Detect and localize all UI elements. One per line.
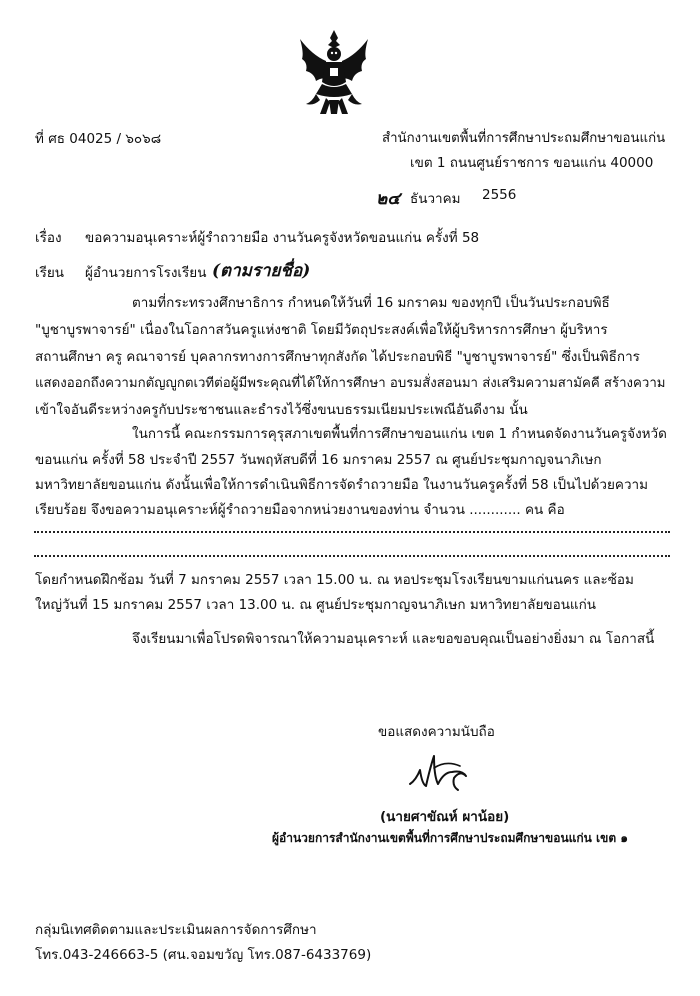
paragraph2-line: ขอนแก่น ครั้งที่ 58 ประจำปี 2557 วันพฤหัสบดีที่ 16 มกราคม 2557 ณ ศูนย์ประชุมกาญจนาภิเษก xyxy=(35,452,602,468)
date-year: 2556 xyxy=(482,187,517,203)
fill-in-dotted-line xyxy=(34,555,670,557)
subject-text: ขอความอนุเคราะห์ผู้รำถวายมือ งานวันครูจังหวัดขอนแก่น ครั้งที่ 58 xyxy=(85,230,480,246)
signatory-position: ผู้อำนวยการสำนักงานเขตพื้นที่การศึกษาประถมศึกษาขอนแก่น เขต ๑ xyxy=(272,831,628,845)
footer-unit: กลุ่มนิเทศติดตามและประเมินผลการจัดการศึกษา xyxy=(35,922,317,938)
paragraph2-line: ในการนี้ คณะกรรมการคุรุสภาเขตพื้นที่การศึกษาขอนแก่น เขต 1 กำหนดจัดงานวันครูจังหวัด xyxy=(132,426,667,442)
date-day-handwritten: ๒๔ xyxy=(376,189,401,209)
fill-in-dotted-line xyxy=(34,531,670,533)
paragraph1-line: สถานศึกษา ครู คณาจารย์ บุคลากรทางการศึกษาทุกสังกัด ได้ประกอบพิธี "บูชาบูรพาจารย์" ซึ่งเป็นพิธีการ xyxy=(35,349,640,365)
date-month: ธันวาคม xyxy=(410,191,461,207)
recipient-handwritten-note: (ตามรายชื่อ) xyxy=(212,261,311,281)
garuda-emblem-icon xyxy=(296,28,372,118)
paragraph1-line: แสดงออกถึงความกตัญญูกตเวทีต่อผู้มีพระคุณที่ได้ให้การศึกษา อบรมสั่งสอนมา ส่งเสริมความสามัคคี สร้างความ xyxy=(35,376,666,391)
paragraph1-line: เข้าใจอันดีระหว่างครูกับประชาชนและธำรงไว้ซึ่งขนบธรรมเนียมประเพณีอันดีงาม นั้น xyxy=(35,402,528,418)
closing-regards: ขอแสดงความนับถือ xyxy=(378,724,495,740)
recipient-text: ผู้อำนวยการโรงเรียน xyxy=(85,265,207,281)
recipient-label: เรียน xyxy=(35,265,65,281)
paragraph1-line: ตามที่กระทรวงศึกษาธิการ กำหนดให้วันที่ 16 มกราคม ของทุกปี เป็นวันประกอบพิธี xyxy=(132,295,610,311)
paragraph1-line: "บูชาบูรพาจารย์" เนื่องในโอกาสวันครูแห่งชาติ โดยมีวัตถุประสงค์เพื่อให้ผู้บริหารการศึกษา ผู้บริหาร xyxy=(35,322,608,338)
rehearsal-line: โดยกำหนดฝึกซ้อม วันที่ 7 มกราคม 2557 เวลา 15.00 น. ณ หอประชุมโรงเรียนขามแก่นนคร และซ้อม xyxy=(35,572,634,588)
sender-address-line1: สำนักงานเขตพื้นที่การศึกษาประถมศึกษาขอนแก่น xyxy=(382,131,666,146)
rehearsal-line: ใหญ่วันที่ 15 มกราคม 2557 เวลา 13.00 น. ณ ศูนย์ประชุมกาญจนาภิเษก มหาวิทยาลัยขอนแก่น xyxy=(35,597,597,613)
paragraph2-line: เรียบร้อย จึงขอความอนุเคราะห์ผู้รำถวายมือจากหน่วยงานของท่าน จำนวน ............ คน คือ xyxy=(35,502,565,518)
handwritten-signature xyxy=(404,748,484,796)
subject-label: เรื่อง xyxy=(35,230,62,246)
signatory-name: (นายศาขัณห์ ผาน้อย) xyxy=(380,809,510,825)
sender-address-line2: เขต 1 ถนนศูนย์ราชการ ขอนแก่น 40000 xyxy=(410,155,654,171)
footer-phone: โทร.043-246663-5 (ศน.จอมขวัญ โทร.087-6433769) xyxy=(35,947,372,963)
paragraph2-line: มหาวิทยาลัยขอนแก่น ดังนั้นเพื่อให้การดำเนินพิธีการจัดรำถวายมือ ในงานวันครูครั้งที่ 58 เป็นไปด้วยความ xyxy=(35,477,649,493)
closing-request: จึงเรียนมาเพื่อโปรดพิจารณาให้ความอนุเคราะห์ และขอขอบคุณเป็นอย่างยิ่งมา ณ โอกาสนี้ xyxy=(132,631,655,647)
document-number: ที่ ศธ 04025 / ๖๐๖๘ xyxy=(35,131,162,147)
